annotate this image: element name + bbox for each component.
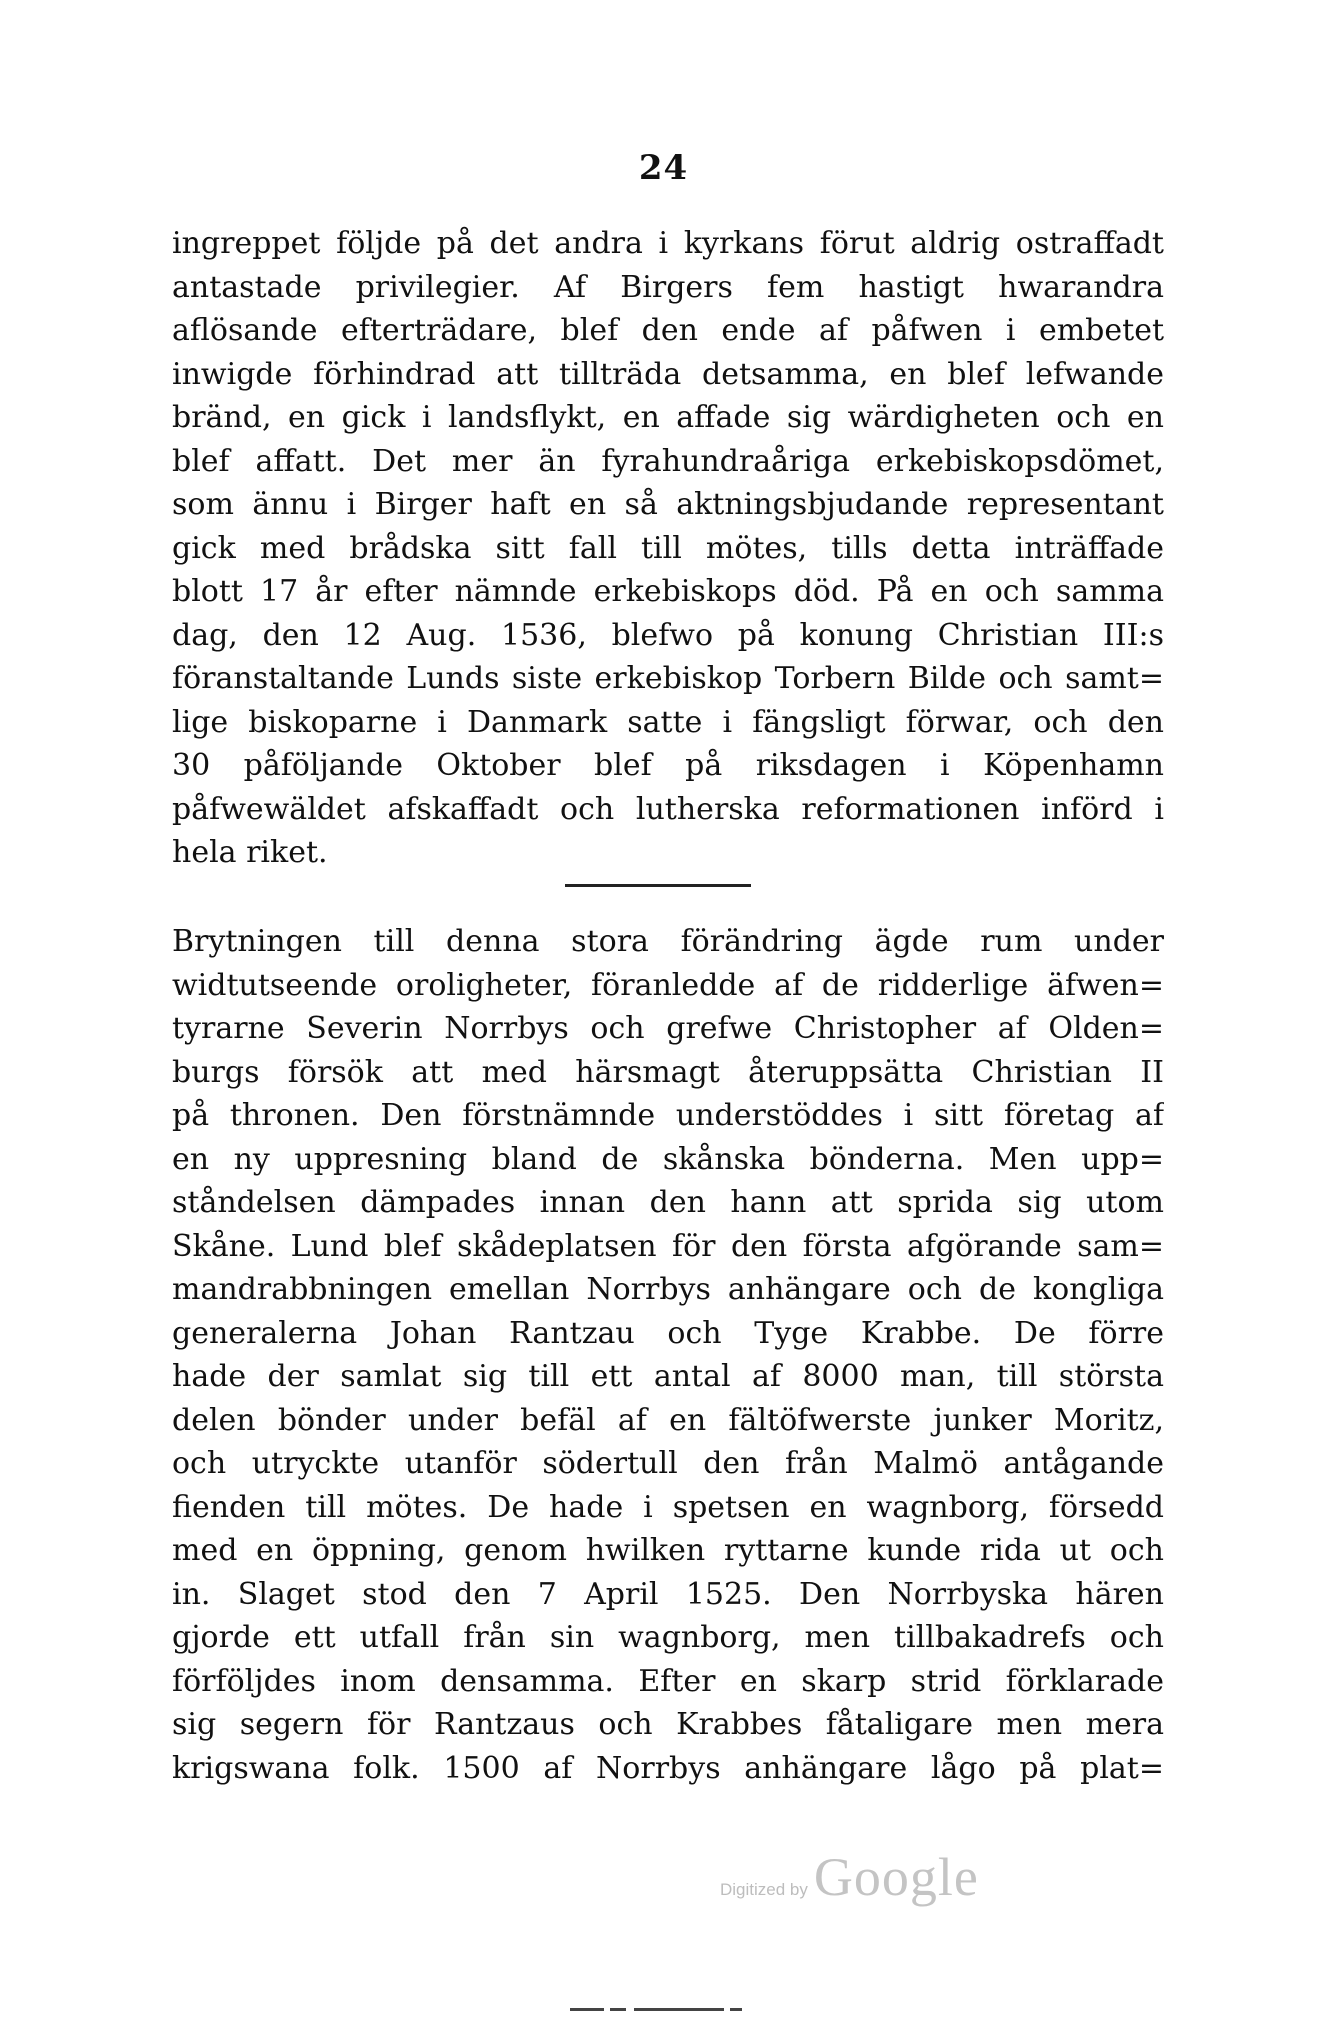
section-divider bbox=[565, 884, 751, 887]
text-line: föranstaltande Lunds siste erkebiskop Torbern Bilde och samt= bbox=[172, 661, 1164, 696]
google-logo: Google bbox=[813, 1847, 979, 1907]
text-line: fienden till mötes. De hade i spetsen en wagnborg, försedd bbox=[172, 1489, 1164, 1525]
text-line: Skåne. Lund blef skådeplatsen för den första afgörande sam= bbox=[172, 1228, 1164, 1264]
text-line: generalerna Johan Rantzau och Tyge Krabbe. De förre bbox=[172, 1315, 1164, 1351]
text-line: påfwewäldet afskaffadt och lutherska reformationen införd i bbox=[172, 791, 1164, 827]
text-line: blef affatt. Det mer än fyrahundraåriga erkebiskopsdömet, bbox=[172, 443, 1164, 479]
text-line: hade der samlat sig till ett antal af 8000 man, till största bbox=[172, 1359, 1164, 1394]
text-line: hela riket. bbox=[172, 835, 328, 870]
text-line: med en öppning, genom hwilken ryttarne kunde rida ut och bbox=[172, 1533, 1164, 1568]
text-line: och utryckte utanför södertull den från Malmö antågande bbox=[172, 1446, 1164, 1481]
page-number: 24 bbox=[638, 148, 689, 188]
text-line: ingreppet följde på det andra i kyrkans förut aldrig ostraffadt bbox=[172, 226, 1164, 261]
text-line: på thronen. Den förstnämnde understöddes i sitt företag af bbox=[172, 1098, 1164, 1133]
text-line: bränd, en gick i landsflykt, en affade sig wärdigheten och en bbox=[172, 400, 1164, 435]
watermark-prefix: Digitized by bbox=[720, 1880, 808, 1899]
text-line: burgs försök att med härsmagt återuppsätta Christian II bbox=[172, 1054, 1164, 1090]
text-line: ståndelsen dämpades innan den hann att sprida sig utom bbox=[172, 1185, 1164, 1220]
text-line: mandrabbningen emellan Norrbys anhängare och de kongliga bbox=[172, 1272, 1164, 1307]
text-line: Brytningen till denna stora förändring ägde rum under bbox=[172, 924, 1164, 959]
text-line: förföljdes inom densamma. Efter en skarp strid förklarade bbox=[172, 1663, 1164, 1699]
scan-artifact bbox=[570, 2008, 770, 2012]
paragraph-2 bbox=[172, 920, 1164, 1790]
text-line: widtutseende oroligheter, föranledde af de ridderlige äfwen= bbox=[172, 967, 1164, 1003]
text-line: in. Slaget stod den 7 April 1525. Den Norrbyska hären bbox=[172, 1576, 1164, 1612]
text-line: krigswana folk. 1500 af Norrbys anhängare lågo på plat= bbox=[172, 1750, 1164, 1786]
digitization-watermark bbox=[720, 1846, 979, 1908]
text-line: gick med brådska sitt fall till mötes, tills detta inträffade bbox=[172, 530, 1164, 566]
text-line: en ny uppresning bland de skånska bönderna. Men upp= bbox=[172, 1141, 1164, 1177]
text-line: dag, den 12 Aug. 1536, blefwo på konung Christian III:s bbox=[172, 617, 1164, 653]
text-line: gjorde ett utfall från sin wagnborg, men tillbakadrefs och bbox=[172, 1620, 1164, 1655]
text-line: delen bönder under befäl af en fältöfwerste junker Moritz, bbox=[172, 1402, 1164, 1438]
text-line: sig segern för Rantzaus och Krabbes fåtaligare men mera bbox=[172, 1707, 1164, 1742]
text-line: inwigde förhindrad att tillträda detsamma, en blef lefwande bbox=[172, 356, 1164, 392]
text-line: aflösande efterträdare, blef den ende af påfwen i embetet bbox=[172, 313, 1164, 348]
paragraph-1 bbox=[172, 222, 1164, 875]
text-line: som ännu i Birger haft en så aktningsbjudande representant bbox=[172, 487, 1164, 522]
text-line: lige biskoparne i Danmark satte i fängsligt förwar, och den bbox=[172, 704, 1164, 740]
text-line: tyrarne Severin Norrbys och grefwe Christopher af Olden= bbox=[172, 1011, 1164, 1046]
text-line: antastade privilegier. Af Birgers fem hastigt hwarandra bbox=[172, 269, 1164, 305]
text-line: blott 17 år efter nämnde erkebiskops död. På en och samma bbox=[172, 574, 1164, 609]
text-line: 30 påföljande Oktober blef på riksdagen i Köpenhamn bbox=[172, 748, 1164, 783]
